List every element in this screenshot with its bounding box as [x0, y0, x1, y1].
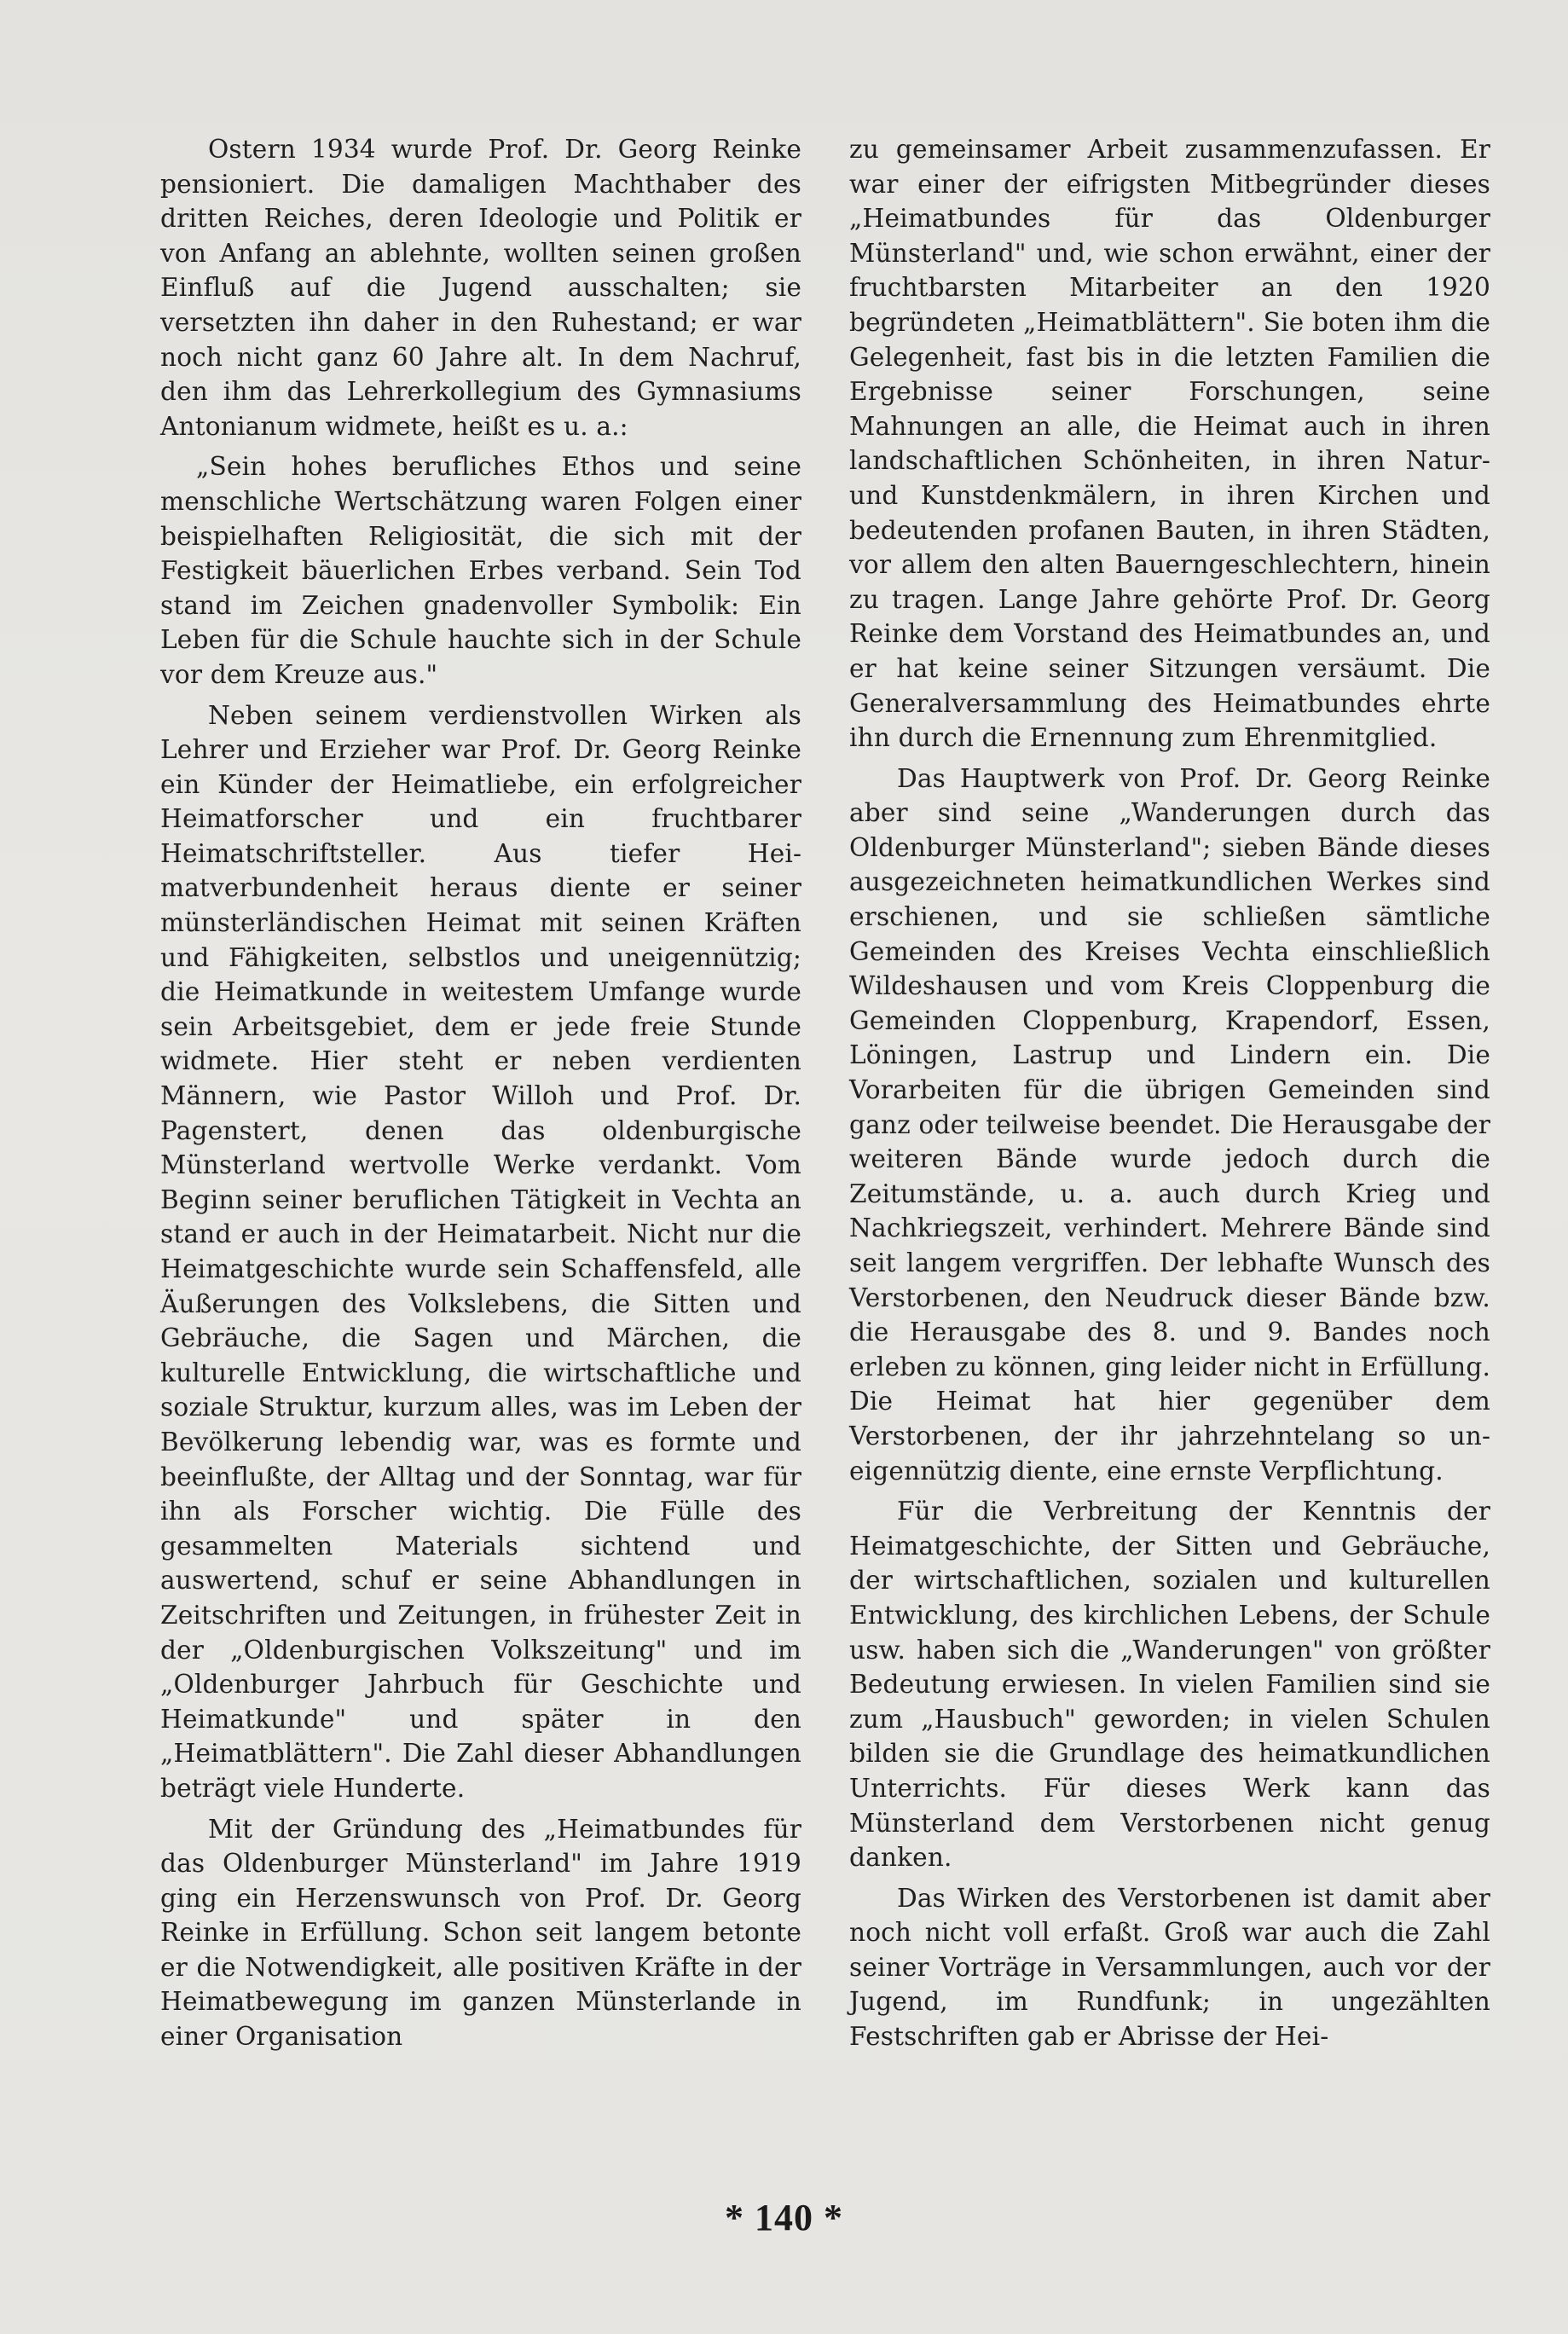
- paragraph: Für die Verbreitung der Kenntnis der Heimatgeschichte, der Sitten und Gebräuche, der wirtschaftlichen, sozialen und kulturellen Entwicklung, des kirchlichen Lebens, der Schule usw. haben sich die „Wanderungen" von größter Bedeutung erwiesen. In vielen Familien sind sie zum „Hausbuch" geworden; in vielen Schulen bilden sie die Grundlage des heimatkundlichen Unterrichts. Für dieses Werk kann das Münsterland dem Verstorbenen nicht genug danken.: [849, 1497, 1490, 1873]
- page-number: * 140 *: [725, 2197, 843, 2238]
- right-text-column: [849, 132, 1490, 2060]
- paragraph: Mit der Gründung des „Heimatbundes für das Oldenburger Münsterland" im Jahre 1919 ging ein Herzenswunsch von Prof. Dr. Georg Reinke in Erfüllung. Schon seit langem betonte er die Notwendigkeit, alle positiven Kräfte in der Heimatbewegung im ganzen Münsterlande in einer Organisation: [160, 1814, 801, 2052]
- paragraph: Ostern 1934 wurde Prof. Dr. Georg Reinke pensioniert. Die damaligen Machthaber des dritten Reiches, deren Ideologie und Politik er von Anfang an ablehnte, wollten seinen großen Einfluß auf die Jugend ausschalten; sie versetzten ihn daher in den Ruhestand; er war noch nicht ganz 60 Jahre alt. In dem Nachruf, den ihm das Lehrerkollegium des Gymnasiums Antonianum widmete, heißt es u. a.:: [160, 135, 801, 441]
- paragraph: Das Wirken des Verstorbenen ist damit aber noch nicht voll erfaßt. Groß war auch die Zahl seiner Vorträge in Versammlungen, auch vor der Jugend, im Rundfunk; in ungezählten Festschriften gab er Abrisse der Hei-: [849, 1883, 1490, 2052]
- left-text-column: [160, 132, 801, 2060]
- paragraph: zu gemeinsamer Arbeit zusammenzufassen. Er war einer der eifrigsten Mitbegründer dieses „Heimatbundes für das Oldenburger Münsterland" und, wie schon erwähnt, einer der fruchtbarsten Mitarbeiter an den 1920 begründeten „Heimatblättern". Sie boten ihm die Gelegenheit, fast bis in die letzten Familien die Ergebnisse seiner Forschungen, seine Mahnungen an alle, die Heimat auch in ihren landschaftlichen Schönheiten, in ihren Natur- und Kunstdenkmälern, in ihren Kirchen und bedeutenden profanen Bauten, in ihren Städten, vor allem den alten Bauerngeschlechtern, hinein zu tragen. Lange Jahre gehörte Prof. Dr. Georg Reinke dem Vorstand des Heimatbundes an, und er hat keine seiner Sitzungen versäumt. Die Generalversammlung des Heimatbundes ehrte ihn durch die Ernennung zum Ehrenmitglied.: [849, 135, 1490, 753]
- quote-paragraph: „Sein hohes berufliches Ethos und seine menschliche Wertschätzung waren Folgen einer beispielhaften Religiosität, die sich mit der Festigkeit bäuerlichen Erbes verband. Sein Tod stand im Zeichen gnadenvoller Symbolik: Ein Leben für die Schule hauchte sich in der Schule vor dem Kreuze aus.": [160, 452, 801, 689]
- paragraph: Neben seinem verdienstvollen Wirken als Lehrer und Erzieher war Prof. Dr. Georg Reinke ein Künder der Heimatliebe, ein erfolgreicher Heimatforscher und ein fruchtbarer Heimatschriftsteller. Aus tiefer Heimatverbundenheit heraus diente er seiner münsterländischen Heimat mit seinen Kräften und Fähigkeiten, selbstlos und uneigennützig; die Heimatkunde in weitestem Umfange wurde sein Arbeitsgebiet, dem er jede freie Stunde widmete. Hier steht er neben verdienten Männern, wie Pastor Willoh und Prof. Dr. Pagenstert, denen das oldenburgische Münsterland wertvolle Werke verdankt. Vom Beginn seiner beruflichen Tätigkeit in Vechta an stand er auch in der Heimatarbeit. Nicht nur die Heimatgeschichte wurde sein Schaffensfeld, alle Äußerungen des Volkslebens, die Sitten und Gebräuche, die Sagen und Märchen, die kulturelle Entwicklung, die wirtschaftliche und soziale Struktur, kurzum alles, was im Leben der Bevölkerung lebendig war, was es formte und beeinflußte, der Alltag und der Sonntag, war für ihn als Forscher wichtig. Die Fülle des gesammelten Materials sichtend und auswertend, schuf er seine Abhandlungen in Zeitschriften und Zeitungen, in frühester Zeit in der „Oldenburgischen Volkszeitung" und im „Oldenburger Jahrbuch für Geschichte und Heimatkunde" und später in den „Heimatblättern". Die Zahl dieser Abhandlungen beträgt viele Hunderte.: [160, 700, 801, 1803]
- paragraph: Das Hauptwerk von Prof. Dr. Georg Reinke aber sind seine „Wanderungen durch das Oldenburger Münsterland"; sieben Bände dieses ausgezeichneten heimatkundlichen Werkes sind erschienen, und sie schließen sämtliche Gemeinden des Kreises Vechta einschließlich Wildeshausen und vom Kreis Cloppenburg die Gemeinden Cloppenburg, Krapendorf, Essen, Löningen, Lastrup und Lindern ein. Die Vorarbeiten für die übrigen Gemeinden sind ganz oder teilweise beendet. Die Herausgabe der weiteren Bände wurde jedoch durch die Zeitumstände, u. a. auch durch Krieg und Nachkriegszeit, verhindert. Mehrere Bände sind seit langem vergriffen. Der lebhafte Wunsch des Verstorbenen, den Neudruck dieser Bände bzw. die Herausgabe des 8. und 9. Bandes noch erleben zu können, ging leider nicht in Erfüllung. Die Heimat hat hier gegenüber dem Verstorbenen, der ihr jahrzehntelang so uneigennützig diente, eine ernste Verpflichtung.: [849, 763, 1490, 1486]
